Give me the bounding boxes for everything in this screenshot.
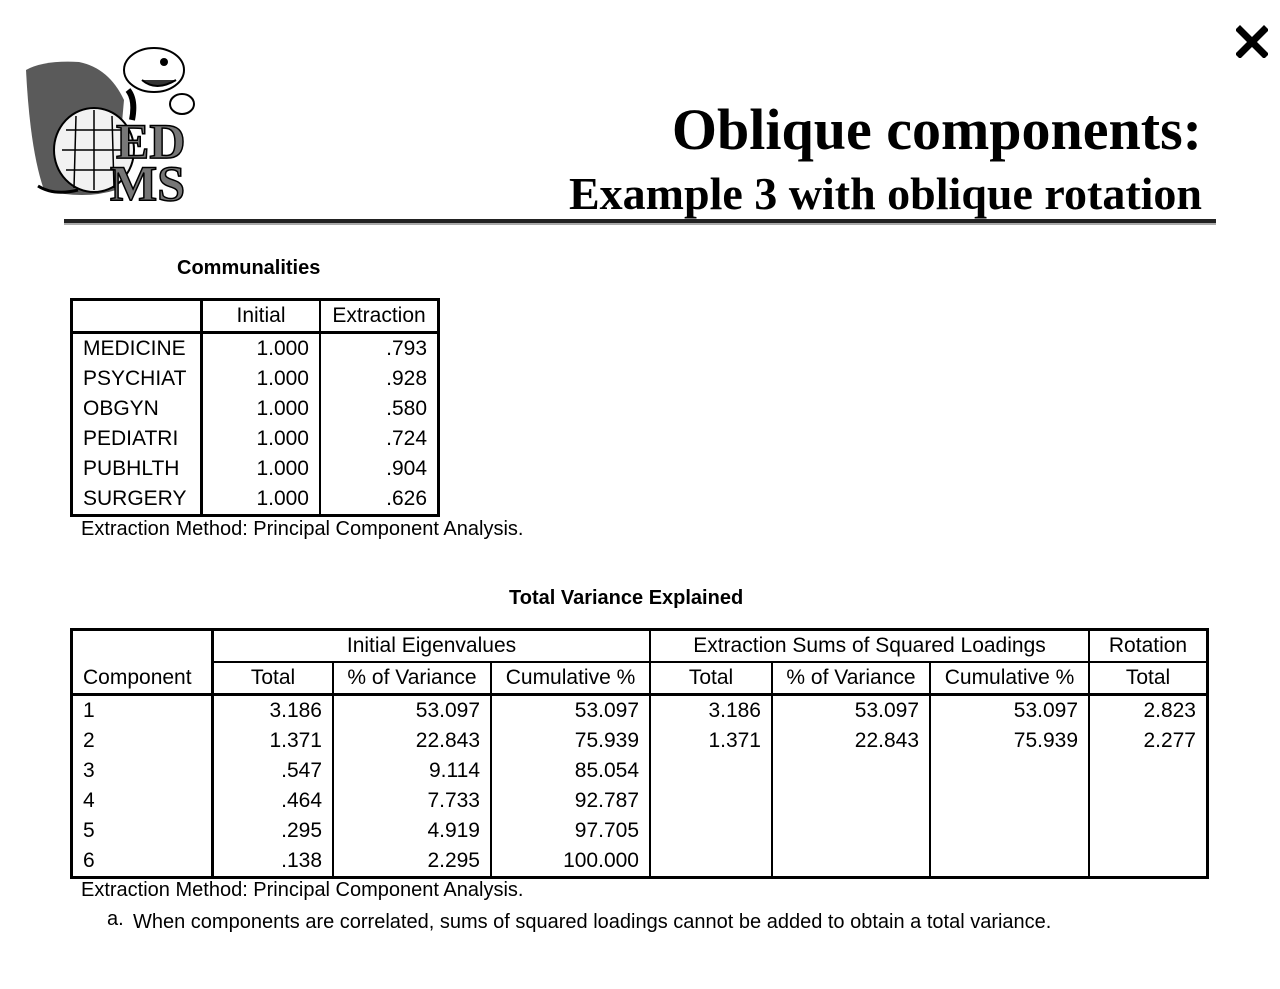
col-header-pct-variance: % of Variance — [333, 662, 491, 695]
column-header-row — [72, 662, 1208, 695]
cell-value: 85.054 — [491, 756, 650, 786]
cell-value — [930, 786, 1089, 816]
slide-title: Oblique components: — [671, 97, 1202, 162]
component-number: 1 — [72, 695, 213, 727]
col-header-cumulative: Cumulative % — [930, 662, 1089, 695]
row-label: SURGERY — [72, 484, 202, 516]
cell-value: 53.097 — [491, 695, 650, 727]
component-number: 2 — [72, 726, 213, 756]
logo-text-ms: MS — [110, 155, 185, 204]
communalities-caption: Communalities — [177, 257, 321, 279]
extraction-value: .928 — [386, 367, 427, 390]
communalities-footnote: Extraction Method: Principal Component Analysis. — [81, 518, 524, 540]
col-header-cumulative: Cumulative % — [491, 662, 650, 695]
cell-value: 1.371 — [650, 726, 772, 756]
cell-value: 92.787 — [491, 786, 650, 816]
cell-value — [1089, 786, 1208, 816]
title-divider-shadow — [64, 223, 1216, 225]
cell-value: 75.939 — [491, 726, 650, 756]
group-header-row — [72, 630, 1208, 663]
cell-value — [1089, 846, 1208, 878]
table-row — [72, 756, 1208, 786]
col-header-component: Component — [72, 662, 213, 695]
cell-value — [772, 786, 930, 816]
initial-value: 1.000 — [202, 424, 321, 454]
cell-value: 3.186 — [650, 695, 772, 727]
cell-value — [772, 816, 930, 846]
col-header-initial: Initial — [202, 300, 321, 333]
table-row — [72, 454, 439, 484]
component-number: 5 — [72, 816, 213, 846]
row-label: OBGYN — [72, 394, 202, 424]
cell-value — [650, 846, 772, 878]
slide-subtitle: Example 3 with oblique rotation — [569, 168, 1202, 219]
group-header-extraction-sums: Extraction Sums of Squared Loadings — [650, 630, 1089, 663]
note-marker: a. — [107, 908, 124, 930]
edms-turtle-logo — [24, 40, 200, 204]
cell-value: 7.733 — [333, 786, 491, 816]
component-number: 3 — [72, 756, 213, 786]
extraction-value: .724 — [386, 427, 427, 450]
cell-value: 2.295 — [333, 846, 491, 878]
cell-value — [772, 846, 930, 878]
component-number: 6 — [72, 846, 213, 878]
initial-value: 1.000 — [202, 484, 321, 516]
table-header-row — [72, 300, 439, 333]
group-header-rotation: Rotation — [1089, 630, 1208, 663]
table-row — [72, 484, 439, 516]
cell-value — [650, 756, 772, 786]
cell-value: .547 — [213, 756, 334, 786]
col-header-pct-variance: % of Variance — [772, 662, 930, 695]
note-text: When components are correlated, sums of squared loadings cannot be added to obtain a total variance. — [133, 911, 1052, 933]
table-row — [72, 786, 1208, 816]
cell-value — [1089, 756, 1208, 786]
cell-value — [930, 816, 1089, 846]
table-row — [72, 364, 439, 394]
cell-value: 75.939 — [930, 726, 1089, 756]
table-row — [72, 816, 1208, 846]
initial-value: 1.000 — [202, 454, 321, 484]
logo-text-ed: ED — [116, 113, 186, 169]
table-row — [72, 846, 1208, 878]
col-header-extraction: Extraction — [320, 300, 439, 333]
cell-value — [930, 756, 1089, 786]
cell-value: 1.371 — [213, 726, 334, 756]
cell-value: 4.919 — [333, 816, 491, 846]
table-row — [72, 424, 439, 454]
cell-value: 22.843 — [772, 726, 930, 756]
initial-value: 1.000 — [202, 394, 321, 424]
col-header-total: Total — [213, 662, 334, 695]
cell-value: 2.277 — [1143, 729, 1196, 752]
cell-value — [930, 846, 1089, 878]
cell-value — [650, 816, 772, 846]
cell-value: 100.000 — [491, 846, 650, 878]
cell-value — [1089, 816, 1208, 846]
cell-value: 9.114 — [333, 756, 491, 786]
cell-value: 53.097 — [333, 695, 491, 727]
total-variance-table — [70, 628, 1209, 879]
cell-value: .464 — [213, 786, 334, 816]
cell-value: 97.705 — [491, 816, 650, 846]
cell-value: 53.097 — [930, 695, 1089, 727]
row-label: PUBHLTH — [72, 454, 202, 484]
extraction-value: .904 — [386, 457, 427, 480]
table-row — [72, 333, 439, 365]
table-row — [72, 394, 439, 424]
group-header-initial-eigenvalues: Initial Eigenvalues — [213, 630, 651, 663]
header-corner-cell — [72, 630, 213, 663]
cell-value: 22.843 — [333, 726, 491, 756]
table-row — [72, 695, 1208, 727]
row-label: PSYCHIAT — [72, 364, 202, 394]
communalities-table — [70, 298, 440, 517]
extraction-value: .793 — [386, 337, 427, 360]
row-label: MEDICINE — [72, 333, 202, 365]
cell-value — [772, 756, 930, 786]
cell-value: 2.823 — [1143, 699, 1196, 722]
initial-value: 1.000 — [202, 333, 321, 365]
cell-value — [650, 786, 772, 816]
extraction-value: .626 — [386, 487, 427, 510]
initial-value: 1.000 — [202, 364, 321, 394]
header-corner-cell — [72, 300, 202, 333]
table-row — [72, 726, 1208, 756]
cell-value: 3.186 — [213, 695, 334, 727]
cell-value: .295 — [213, 816, 334, 846]
cell-value: .138 — [213, 846, 334, 878]
component-number: 4 — [72, 786, 213, 816]
cell-value: 53.097 — [772, 695, 930, 727]
variance-footnote: Extraction Method: Principal Component Analysis. — [81, 879, 524, 901]
variance-caption: Total Variance Explained — [509, 587, 744, 609]
col-header-total: Total — [650, 662, 772, 695]
extraction-value: .580 — [386, 397, 427, 420]
col-header-rotation-total: Total — [1089, 662, 1208, 695]
row-label: PEDIATRI — [72, 424, 202, 454]
close-icon[interactable] — [1236, 24, 1268, 58]
